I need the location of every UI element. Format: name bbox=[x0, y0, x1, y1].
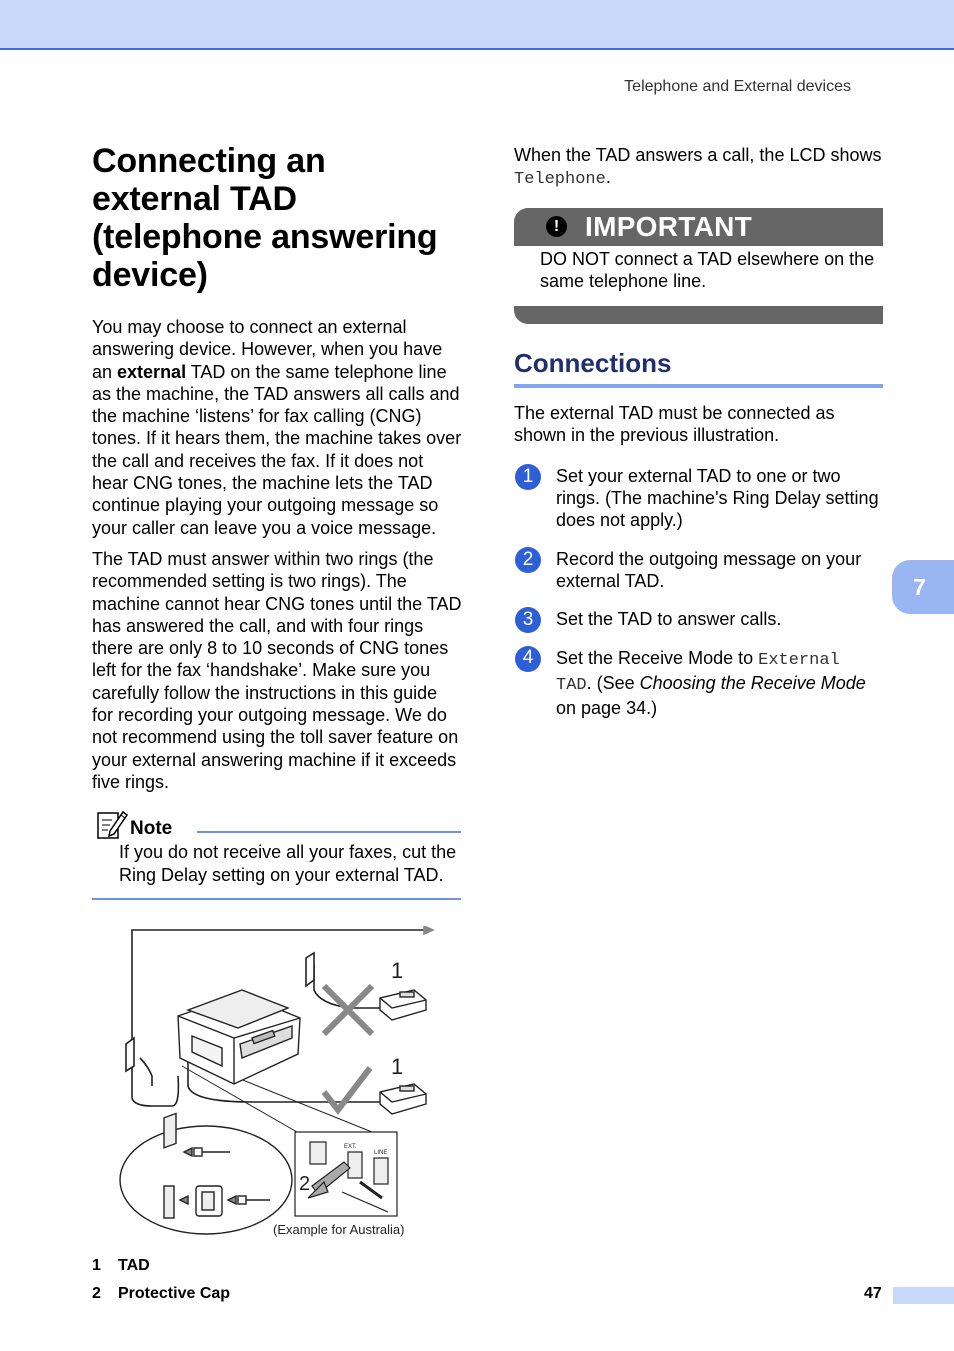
connections-intro: The external TAD must be connected as shown in the previous illustration. bbox=[514, 403, 835, 446]
tad-approved bbox=[324, 1068, 426, 1114]
legend-number: 1 bbox=[92, 1256, 101, 1274]
lcd-mode-value: External TAD bbox=[556, 650, 840, 695]
step-item bbox=[514, 465, 884, 532]
top-header-band bbox=[0, 0, 954, 50]
running-header: Telephone and External devices bbox=[624, 78, 851, 95]
lcd-value: Telephone bbox=[514, 170, 606, 190]
page-number-tab bbox=[893, 1287, 954, 1304]
step-text: Set your external TAD to one or two rings. (The machine's Ring Delay setting does not apply.) bbox=[556, 465, 879, 531]
lcd-end-text: . bbox=[605, 167, 611, 188]
note-text: If you do not receive all your faxes, cut the Ring Delay setting on your external TAD. bbox=[119, 842, 457, 885]
legend-label: Protective Cap bbox=[118, 1284, 231, 1302]
legend-item bbox=[92, 1252, 462, 1280]
jack-line-label: LINE bbox=[374, 1149, 388, 1156]
note-pencil-icon bbox=[96, 809, 128, 841]
left-column bbox=[92, 142, 462, 1308]
intro-text-a: You may choose to connect an external answering device. However, when you have an bbox=[92, 317, 443, 382]
figure-legend bbox=[92, 1252, 462, 1308]
lcd-paragraph bbox=[514, 144, 884, 192]
warning-icon: ! bbox=[546, 216, 567, 237]
intro-bold-word: external bbox=[117, 361, 187, 382]
step-number-badge: 3 bbox=[515, 607, 541, 633]
note-header bbox=[92, 809, 461, 841]
important-text: DO NOT connect a TAD elsewhere on the same telephone line. bbox=[540, 248, 875, 291]
important-label: IMPORTANT bbox=[585, 210, 753, 242]
legend-item bbox=[92, 1280, 462, 1308]
step-text: on page 34.) bbox=[556, 698, 658, 719]
steps-list bbox=[514, 465, 884, 720]
jack-ext-label: EXT. bbox=[344, 1143, 357, 1150]
ring-paragraph: The TAD must answer within two rings (the recommended setting is two rings). The machine cannot hear CNG tones until the TAD has answered the call, and with four rings there are only 8 to 10 seconds of CNG tones left for the fax ‘handshake’. Make sure you carefully follow the instructions in this guide for recording your outgoing message. We do not recommend using the toll saver feature on your external answering machine if it exceeds five rings. bbox=[92, 548, 462, 792]
step-text: Set the TAD to answer calls. bbox=[556, 609, 782, 630]
cross-reference-link[interactable]: Choosing the Receive Mode bbox=[639, 672, 866, 693]
lcd-intro-text: When the TAD answers a call, the LCD shows bbox=[514, 145, 882, 165]
intro-paragraph bbox=[92, 316, 462, 539]
tad-rejected bbox=[324, 986, 426, 1034]
socket-detail-ellipse bbox=[120, 1113, 292, 1234]
step-number-badge: 4 bbox=[515, 646, 541, 672]
figure-caption: (Example for Australia) bbox=[273, 1221, 405, 1237]
important-box bbox=[514, 208, 883, 325]
step-number-badge: 1 bbox=[515, 464, 541, 490]
callout-1-bottom: 1 bbox=[391, 1053, 404, 1079]
important-footer-bar bbox=[514, 306, 883, 324]
legend-number: 2 bbox=[92, 1284, 101, 1302]
connection-illustration bbox=[92, 926, 437, 1240]
step-text: . (See bbox=[586, 672, 640, 693]
step-number-badge: 2 bbox=[515, 547, 541, 573]
page-number: 47 bbox=[864, 1285, 882, 1302]
intro-text-b: TAD on the same telephone line as the machine, the TAD answers all calls and the machine ‘listens’ for fax calling (CNG) tones. If it hears them, the machine takes over the call and receives the fax. If it does not hear CNG tones, the machine lets the TAD continue playing your outgoing message so your caller can leave you a voice message. bbox=[92, 361, 462, 538]
chapter-tab bbox=[892, 560, 954, 614]
callout-1-top: 1 bbox=[391, 957, 404, 983]
step-text: Record the outgoing message on your external TAD. bbox=[556, 548, 862, 591]
chapter-number: 7 bbox=[913, 573, 926, 600]
fax-machine-drawing bbox=[178, 990, 300, 1084]
step-text: Set the Receive Mode to bbox=[556, 647, 759, 668]
section-heading-connections: Connections bbox=[514, 348, 883, 388]
step-item bbox=[514, 548, 884, 593]
step-item bbox=[514, 647, 884, 720]
callout-2: 2 bbox=[299, 1172, 311, 1195]
legend-label: TAD bbox=[118, 1256, 150, 1274]
important-header bbox=[514, 208, 883, 246]
note-label: Note bbox=[130, 818, 173, 840]
note-bottom-rule bbox=[92, 898, 461, 900]
step-item bbox=[514, 608, 884, 630]
connection-diagram bbox=[92, 926, 437, 1240]
note-top-rule bbox=[197, 831, 461, 833]
page-title: Connecting an external TAD (telephone answering device) bbox=[92, 142, 438, 294]
note-box bbox=[92, 809, 461, 900]
right-column bbox=[514, 144, 884, 719]
